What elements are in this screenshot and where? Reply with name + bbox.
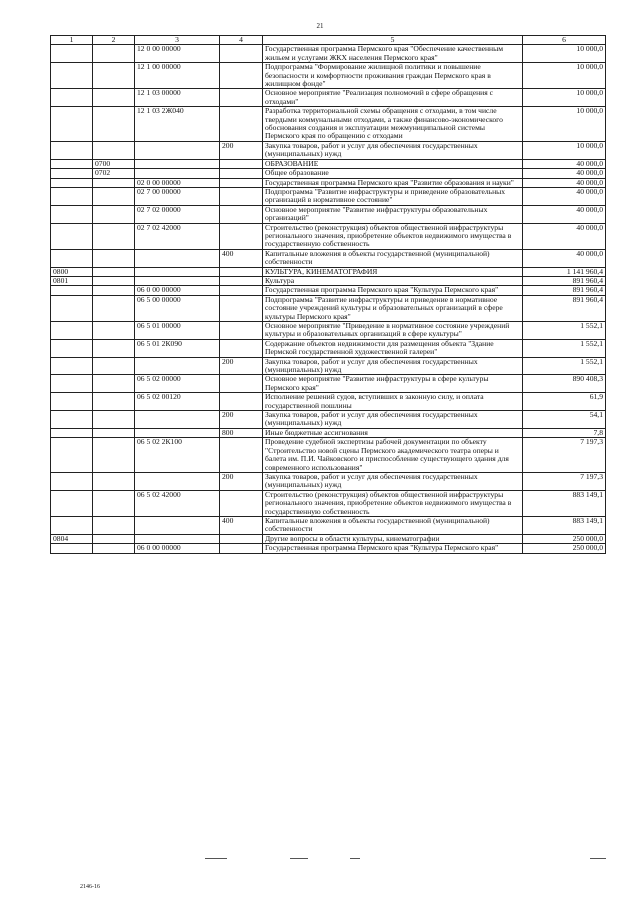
amount-cell: 40 000,0 [523,187,606,205]
table-row [51,393,606,411]
target-article-code-cell [135,472,220,490]
table-row [51,411,606,429]
target-article-code-cell: 06 5 01 2К090 [135,339,220,357]
item-description-cell: Закупка товаров, работ и услуг для обеспечения государственных (муниципальных) нужд [263,357,523,375]
item-description-cell: Основное мероприятие "Реализация полномочий в сфере обращения с отходами" [263,89,523,107]
target-article-code-cell: 12 1 03 00000 [135,89,220,107]
item-description-cell: Основное мероприятие "Развитие инфраструктуры в сфере культуры Пермского края" [263,375,523,393]
amount-cell: 10 000,0 [523,89,606,107]
item-description-cell: КУЛЬТУРА, КИНЕМАТОГРАФИЯ [263,267,523,276]
table-row [51,63,606,89]
section-code-cell [51,141,93,159]
amount-cell: 7 197,3 [523,438,606,473]
subsection-code-cell [93,107,135,142]
expense-type-code-cell: 200 [220,357,263,375]
section-code-cell [51,286,93,295]
target-article-code-cell: 02 0 00 00000 [135,178,220,187]
target-article-code-cell: 06 0 00 00000 [135,286,220,295]
section-code-cell [51,544,93,553]
item-description-cell: Закупка товаров, работ и услуг для обеспечения государственных (муниципальных) нужд [263,411,523,429]
expense-type-code-cell [220,205,263,223]
expense-type-code-cell [220,187,263,205]
expense-type-code-cell [220,169,263,178]
table-row [51,375,606,393]
table-row [51,286,606,295]
item-description-cell: Капитальные вложения в объекты государственной (муниципальной) собственности [263,516,523,534]
amount-cell: 10 000,0 [523,45,606,63]
section-code-cell [51,249,93,267]
expense-type-code-cell [220,89,263,107]
expense-type-code-cell [220,544,263,553]
section-code-cell [51,357,93,375]
subsection-code-cell [93,295,135,321]
item-description-cell: Закупка товаров, работ и услуг для обеспечения государственных (муниципальных) нужд [263,141,523,159]
column-header: 3 [135,36,220,45]
expense-type-code-cell [220,490,263,516]
document-code: 2146-16 [80,884,100,890]
item-description-cell: Государственная программа Пермского края "Развитие образования и науки" [263,178,523,187]
section-code-cell [51,393,93,411]
amount-cell: 891 960,4 [523,286,606,295]
target-article-code-cell [135,141,220,159]
section-code-cell [51,438,93,473]
amount-cell: 890 408,3 [523,375,606,393]
amount-cell: 10 000,0 [523,107,606,142]
section-code-cell [51,428,93,437]
expense-type-code-cell [220,375,263,393]
section-code-cell: 0804 [51,534,93,543]
subsection-code-cell [93,178,135,187]
item-description-cell: Капитальные вложения в объекты государственной (муниципальной) собственности [263,249,523,267]
expense-type-code-cell [220,267,263,276]
target-article-code-cell: 06 5 01 00000 [135,322,220,340]
column-header: 4 [220,36,263,45]
expense-type-code-cell [220,63,263,89]
expense-type-code-cell [220,276,263,285]
target-article-code-cell [135,267,220,276]
subsection-code-cell [93,393,135,411]
item-description-cell: Подпрограмма "Развитие инфраструктуры и приведение образовательных организаций в нормативное состояние" [263,187,523,205]
target-article-code-cell: 02 7 02 42000 [135,223,220,249]
amount-cell: 891 960,4 [523,295,606,321]
target-article-code-cell [135,411,220,429]
subsection-code-cell [93,187,135,205]
target-article-code-cell [135,357,220,375]
amount-cell: 61,9 [523,393,606,411]
table-row [51,187,606,205]
subsection-code-cell [93,375,135,393]
item-description-cell: Культура [263,276,523,285]
section-code-cell [51,516,93,534]
target-article-code-cell [135,249,220,267]
amount-cell: 7,8 [523,428,606,437]
section-code-cell [51,187,93,205]
expense-type-code-cell [220,322,263,340]
amount-cell: 40 000,0 [523,159,606,168]
expense-type-code-cell: 200 [220,411,263,429]
section-code-cell [51,178,93,187]
item-description-cell: Строительство (реконструкция) объектов общественной инфраструктуры регионального значения, приобретение объектов недвижимого имущества в государственную собственность [263,223,523,249]
item-description-cell: Основное мероприятие "Развитие инфраструктуры образовательных организаций" [263,205,523,223]
expense-type-code-cell [220,286,263,295]
subsection-code-cell [93,544,135,553]
page-number: 21 [316,22,324,30]
section-code-cell [51,339,93,357]
column-header: 6 [523,36,606,45]
item-description-cell: Государственная программа Пермского края "Обеспечение качественным жильем и услугами ЖКХ населения Пермского края" [263,45,523,63]
item-description-cell: Государственная программа Пермского края "Культура Пермского края" [263,544,523,553]
subsection-code-cell [93,490,135,516]
subsection-code-cell [93,249,135,267]
subsection-code-cell [93,63,135,89]
amount-cell: 40 000,0 [523,169,606,178]
expense-type-code-cell [220,534,263,543]
expense-type-code-cell [220,295,263,321]
expense-type-code-cell: 200 [220,472,263,490]
table-row [51,322,606,340]
subsection-code-cell [93,438,135,473]
amount-cell: 40 000,0 [523,223,606,249]
item-description-cell: Подпрограмма "Развитие инфраструктуры и приведение в нормативное состояние учреждений культуры и образовательных организаций в сфере культуры Пермского края" [263,295,523,321]
target-article-code-cell: 02 7 00 00000 [135,187,220,205]
subsection-code-cell: 0700 [93,159,135,168]
amount-cell: 10 000,0 [523,63,606,89]
target-article-code-cell [135,159,220,168]
subsection-code-cell [93,322,135,340]
table-row [51,472,606,490]
table-row [51,169,606,178]
subsection-code-cell [93,286,135,295]
target-article-code-cell: 12 1 03 2Ж040 [135,107,220,142]
item-description-cell: ОБРАЗОВАНИЕ [263,159,523,168]
section-code-cell [51,89,93,107]
subsection-code-cell [93,45,135,63]
table-row [51,438,606,473]
target-article-code-cell: 06 5 02 2К100 [135,438,220,473]
table-row [51,249,606,267]
table-row [51,295,606,321]
expense-type-code-cell [220,339,263,357]
amount-cell: 250 000,0 [523,544,606,553]
table-row [51,45,606,63]
table-row [51,516,606,534]
column-header: 1 [51,36,93,45]
target-article-code-cell: 06 5 02 00120 [135,393,220,411]
section-code-cell [51,411,93,429]
amount-cell: 10 000,0 [523,141,606,159]
expense-type-code-cell: 400 [220,516,263,534]
table-row [51,89,606,107]
amount-cell: 1 552,1 [523,339,606,357]
subsection-code-cell: 0702 [93,169,135,178]
item-description-cell: Подпрограмма "Формирование жилищной политики и повышение безопасности и комфортности проживания граждан Пермского края в жилищном фонде" [263,63,523,89]
item-description-cell: Проведение судебной экспертизы рабочей документации по объекту "Строительство новой сцены Пермского академического театра оперы и балета им. П.И. Чайковского и приспособление существующего здания для современного использования" [263,438,523,473]
section-code-cell [51,472,93,490]
subsection-code-cell [93,428,135,437]
section-code-cell [51,490,93,516]
item-description-cell: Основное мероприятие "Приведение в нормативное состояние учреждений культуры и образовательных организаций в сфере культуры" [263,322,523,340]
section-code-cell [51,169,93,178]
target-article-code-cell: 06 5 02 00000 [135,375,220,393]
section-code-cell [51,223,93,249]
section-code-cell: 0800 [51,267,93,276]
expense-type-code-cell: 200 [220,141,263,159]
section-code-cell: 0801 [51,276,93,285]
item-description-cell: Строительство (реконструкция) объектов общественной инфраструктуры регионального значения, приобретение объектов недвижимого имущества в государственную собственность [263,490,523,516]
target-article-code-cell: 06 0 00 00000 [135,544,220,553]
amount-cell: 40 000,0 [523,249,606,267]
item-description-cell: Разработка территориальной схемы обращения с отходами, в том числе твердыми коммунальными отходами, а также финансово-экономического обоснования создания и эксплуатации межмуниципальной системы Пермского края по обращению с отходами [263,107,523,142]
expense-type-code-cell [220,45,263,63]
expense-type-code-cell [220,159,263,168]
section-code-cell [51,63,93,89]
amount-cell: 891 960,4 [523,276,606,285]
table-row [51,223,606,249]
expense-type-code-cell [220,393,263,411]
item-description-cell: Содержание объектов недвижимости для размещения объекта "Здание Пермской государственной художественной галереи" [263,339,523,357]
subsection-code-cell [93,516,135,534]
table-row [51,141,606,159]
section-code-cell [51,205,93,223]
table-row [51,267,606,276]
table-row [51,107,606,142]
subsection-code-cell [93,223,135,249]
table-row [51,490,606,516]
item-description-cell: Иные бюджетные ассигнования [263,428,523,437]
section-code-cell [51,375,93,393]
scan-mark [350,858,360,859]
item-description-cell: Закупка товаров, работ и услуг для обеспечения государственных (муниципальных) нужд [263,472,523,490]
expense-type-code-cell: 800 [220,428,263,437]
table-row [51,339,606,357]
column-header: 5 [263,36,523,45]
section-code-cell [51,45,93,63]
subsection-code-cell [93,534,135,543]
item-description-cell: Государственная программа Пермского края "Культура Пермского края" [263,286,523,295]
scan-mark [590,858,606,859]
subsection-code-cell [93,141,135,159]
section-code-cell [51,295,93,321]
target-article-code-cell [135,516,220,534]
scan-mark [290,858,308,859]
column-header: 2 [93,36,135,45]
budget-table [50,35,606,554]
expense-type-code-cell [220,438,263,473]
table-row [51,357,606,375]
subsection-code-cell [93,472,135,490]
amount-cell: 1 552,1 [523,357,606,375]
table-row [51,178,606,187]
section-code-cell [51,322,93,340]
expense-type-code-cell: 400 [220,249,263,267]
amount-cell: 883 149,1 [523,516,606,534]
amount-cell: 883 149,1 [523,490,606,516]
item-description-cell: Другие вопросы в области культуры, кинематографии [263,534,523,543]
target-article-code-cell: 06 5 00 00000 [135,295,220,321]
subsection-code-cell [93,357,135,375]
subsection-code-cell [93,339,135,357]
expense-type-code-cell [220,223,263,249]
expense-type-code-cell [220,178,263,187]
section-code-cell [51,107,93,142]
subsection-code-cell [93,411,135,429]
amount-cell: 54,1 [523,411,606,429]
subsection-code-cell [93,267,135,276]
target-article-code-cell: 06 5 02 42000 [135,490,220,516]
target-article-code-cell: 02 7 02 00000 [135,205,220,223]
scan-mark [205,858,227,859]
amount-cell: 1 552,1 [523,322,606,340]
amount-cell: 7 197,3 [523,472,606,490]
item-description-cell: Общее образование [263,169,523,178]
amount-cell: 250 000,0 [523,534,606,543]
subsection-code-cell [93,89,135,107]
subsection-code-cell [93,205,135,223]
section-code-cell [51,159,93,168]
table-row [51,205,606,223]
item-description-cell: Исполнение решений судов, вступивших в законную силу, и оплата государственной пошлины [263,393,523,411]
table-row [51,544,606,553]
target-article-code-cell: 12 0 00 00000 [135,45,220,63]
amount-cell: 40 000,0 [523,205,606,223]
amount-cell: 40 000,0 [523,178,606,187]
subsection-code-cell [93,276,135,285]
expense-type-code-cell [220,107,263,142]
target-article-code-cell [135,169,220,178]
target-article-code-cell: 12 1 00 00000 [135,63,220,89]
amount-cell: 1 141 960,4 [523,267,606,276]
